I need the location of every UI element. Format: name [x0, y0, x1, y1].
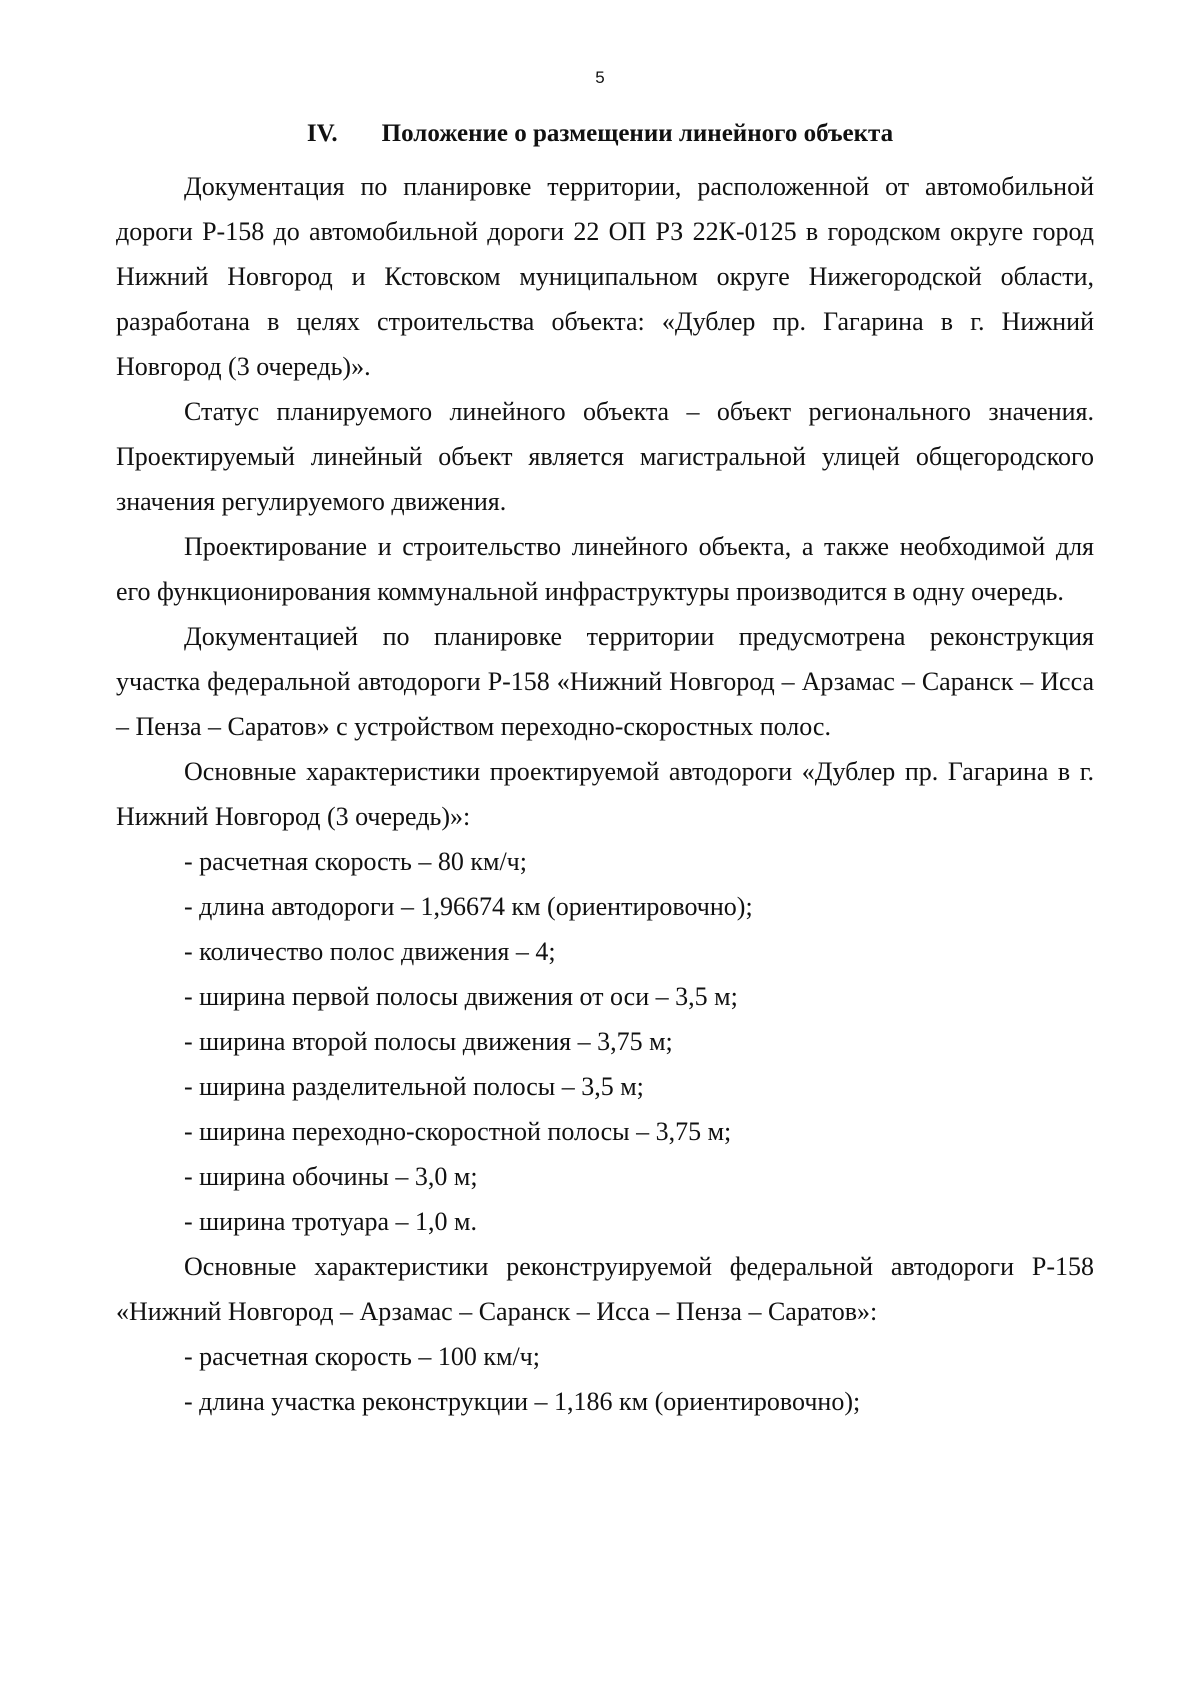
paragraph: Документацией по планировке территории предусмотрена реконструкция участка федеральной автодороги Р-158 «Нижний Новгород – Арзамас – Саранск – Исса – Пенза – Саратов» с устройством переходно-скоростных полос.: [116, 622, 1094, 741]
list-item: - ширина первой полосы движения от оси – 3,5 м;: [184, 982, 738, 1011]
list-item: - длина автодороги – 1,96674 км (ориентировочно);: [184, 892, 753, 921]
page-number: 5: [595, 68, 605, 87]
list-item: - ширина обочины – 3,0 м;: [184, 1162, 478, 1191]
list-item: - ширина переходно-скоростной полосы – 3,75 м;: [184, 1117, 732, 1146]
list-item: - расчетная скорость – 100 км/ч;: [184, 1342, 540, 1371]
list-item: - ширина второй полосы движения – 3,75 м;: [184, 1027, 673, 1056]
list-item: - длина участка реконструкции – 1,186 км (ориентировочно);: [184, 1387, 861, 1416]
list-item: - количество полос движения – 4;: [184, 937, 556, 966]
list-item: - ширина разделительной полосы – 3,5 м;: [184, 1072, 644, 1101]
paragraph: Основные характеристики реконструируемой федеральной автодороги Р-158 «Нижний Новгород – Арзамас – Саранск – Исса – Пенза – Саратов»:: [116, 1252, 1094, 1326]
paragraph: Основные характеристики проектируемой автодороги «Дублер пр. Гагарина в г. Нижний Новгород (3 очередь)»:: [116, 757, 1094, 831]
section-number: IV.: [306, 120, 338, 147]
section-title: Положение о размещении линейного объекта: [381, 120, 894, 147]
paragraph: Документация по планировке территории, расположенной от автомобильной дороги Р-158 до автомобильной дороги 22 ОП РЗ 22К-0125 в городском округе город Нижний Новгород и Кстовском муниципальном округе Нижегородской области, разработана в целях строительства объекта: «Дублер пр. Гагарина в г. Нижний Новгород (3 очередь)».: [116, 172, 1094, 381]
list-item: - ширина тротуара – 1,0 м.: [184, 1207, 478, 1236]
section-heading: [0, 120, 1200, 148]
paragraph: Статус планируемого линейного объекта – объект регионального значения. Проектируемый линейный объект является магистральной улицей общегородского значения регулируемого движения.: [116, 397, 1094, 516]
body-text: [116, 164, 1094, 1424]
paragraph: Проектирование и строительство линейного объекта, а также необходимой для его функционирования коммунальной инфраструктуры производится в одну очередь.: [116, 532, 1094, 606]
list-item: - расчетная скорость – 80 км/ч;: [184, 847, 527, 876]
